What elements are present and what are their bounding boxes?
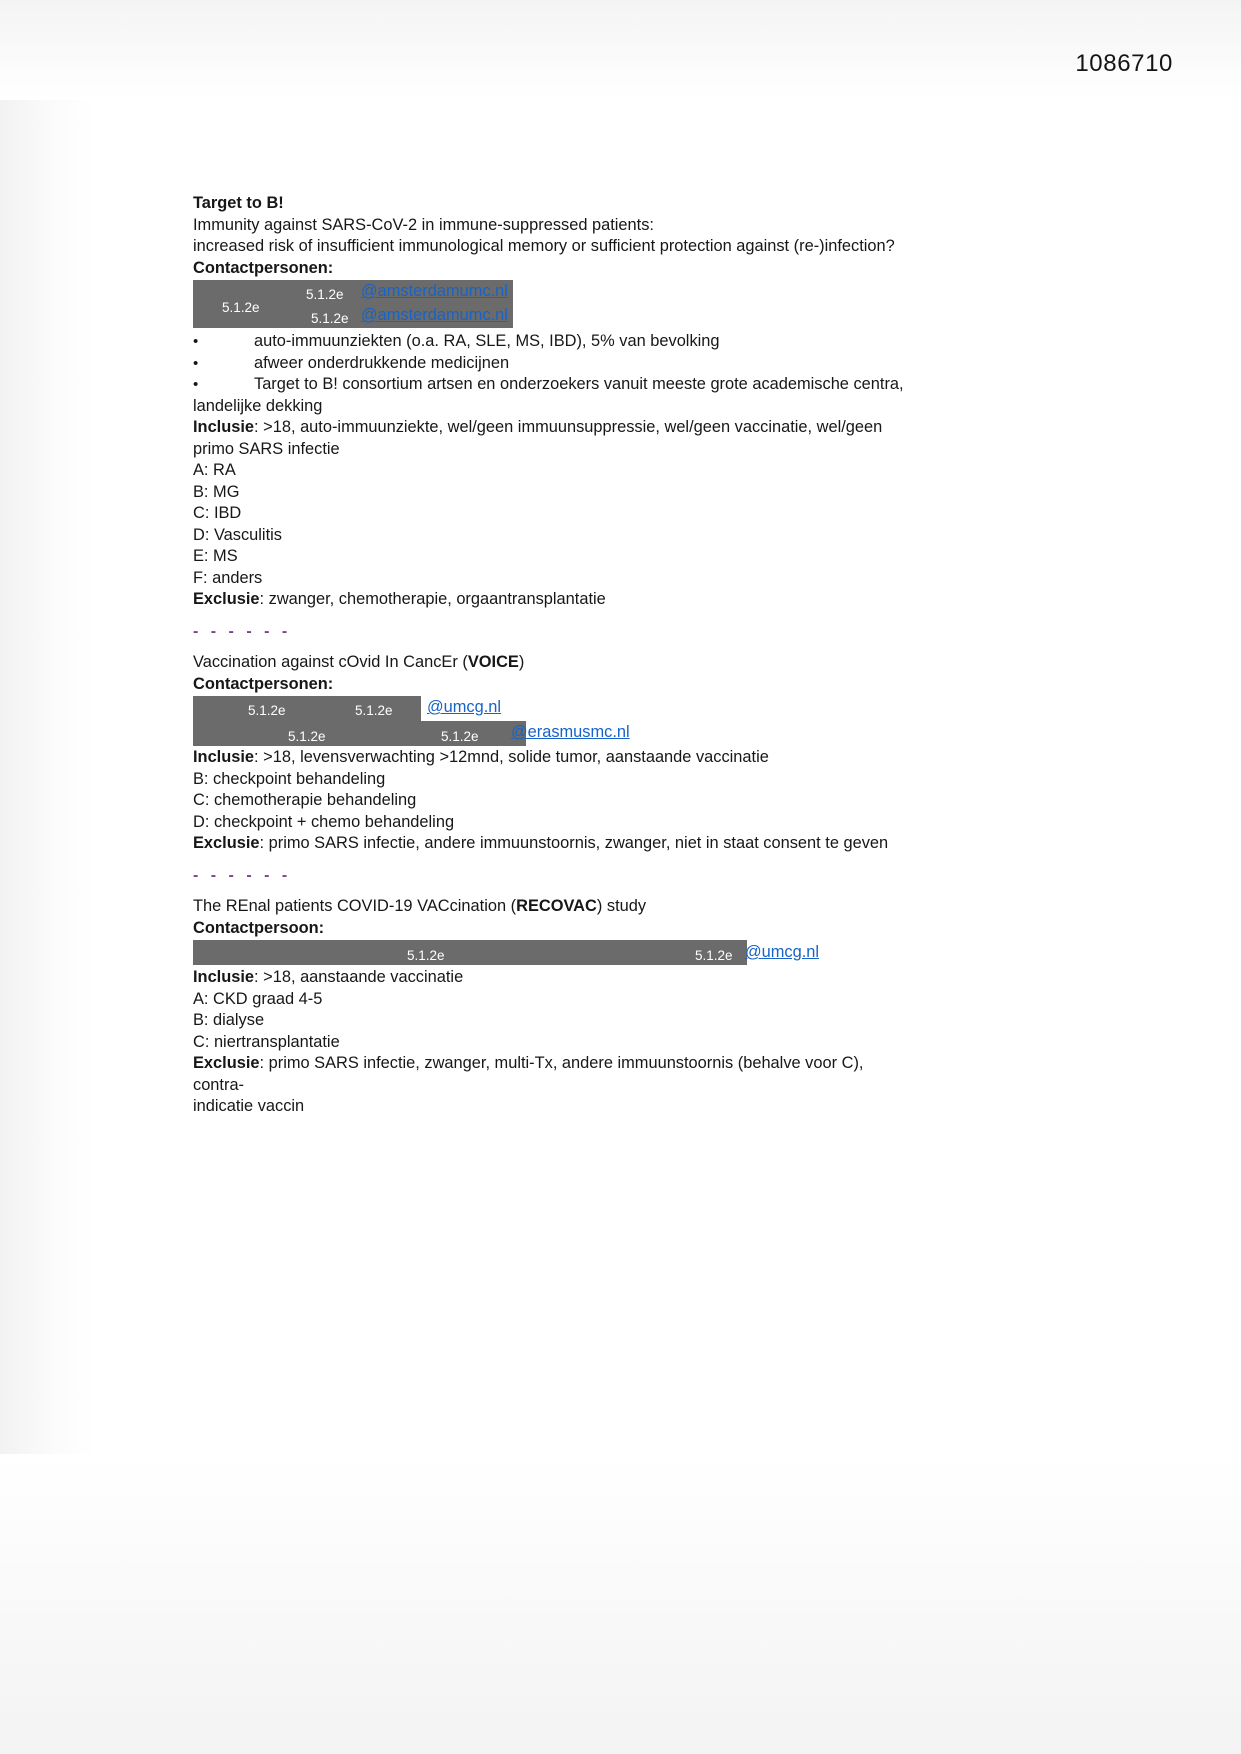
section-recovac (193, 896, 913, 1118)
exclusie-line-target-to-b (193, 589, 913, 611)
exclusie-label: Exclusie (193, 834, 260, 852)
group-item-c: C: IBD (193, 504, 242, 522)
contacts-label-target-to-b: Contactpersonen: (193, 258, 334, 277)
section-subtitle-line-2: increased risk of insufficient immunological memory or sufficient protection against (re-)infection? (193, 237, 895, 255)
redaction-cluster-recovac (193, 939, 913, 967)
section-gap (193, 611, 913, 621)
group-item-f: F: anders (193, 568, 263, 587)
inclusie-label: Inclusie (193, 968, 255, 986)
document-body (193, 193, 913, 1118)
recovac-title-prefix: The REnal patients COVID-19 VACcination ( (193, 897, 517, 915)
bullet-text: auto-immuunziekten (o.a. RA, SLE, MS, IBD), 5% van bevolking (254, 332, 720, 350)
scan-edge-shading-top (0, 0, 1241, 100)
inclusie-line-target-to-b (193, 417, 913, 439)
redaction-code-name: 5.1.2e (222, 300, 260, 315)
scan-edge-shading-bottom (0, 1454, 1241, 1754)
recovac-title-suffix: ) study (596, 897, 647, 915)
group-item-b: B: dialyse (193, 1011, 265, 1029)
bullet-item (193, 353, 913, 375)
section-title-voice (193, 652, 913, 674)
group-item-b: B: checkpoint behandeling (193, 769, 386, 788)
redaction-code-recovac-name: 5.1.2e (407, 948, 445, 963)
section-gap (193, 642, 913, 652)
section-separator-1: - - - - - - (193, 622, 292, 640)
group-item-c: C: niertransplantatie (193, 1032, 340, 1051)
group-item-d: D: checkpoint + chemo behandeling (193, 812, 455, 831)
exclusie-label: Exclusie (193, 1054, 260, 1072)
exclusie-line-voice (193, 833, 913, 855)
bullet-dot-icon: • (193, 333, 199, 350)
redaction-cluster-voice (193, 695, 913, 747)
section-gap (193, 886, 913, 896)
redaction-code-voice-email-2: 5.1.2e (441, 729, 479, 744)
redaction-code-email-1: 5.1.2e (306, 287, 344, 302)
bullet-indent-spacer (207, 331, 254, 353)
bullet-indent-spacer (207, 353, 254, 375)
redaction-code-voice-name-1: 5.1.2e (248, 703, 286, 718)
email-domain-link-2[interactable]: @amsterdamumc.nl (361, 306, 508, 324)
voice-title-suffix: ) (518, 653, 525, 671)
inclusie-line-recovac (193, 967, 913, 989)
email-domain-link-recovac[interactable]: @umcg.nl (745, 943, 820, 961)
inclusie-continuation-line: primo SARS infectie (193, 439, 340, 458)
section-target-to-b (193, 193, 913, 611)
contacts-label-voice: Contactpersonen: (193, 674, 334, 693)
redaction-code-voice-email-1: 5.1.2e (355, 703, 393, 718)
voice-title-prefix: Vaccination against cOvid In CancEr ( (193, 653, 468, 671)
inclusie-line-voice (193, 747, 913, 769)
redaction-cluster-target-to-b (193, 279, 913, 331)
bullet-item (193, 331, 913, 353)
email-domain-link-voice-2[interactable]: @erasmusmc.nl (511, 723, 630, 741)
group-item-d: D: Vasculitis (193, 525, 282, 544)
bullet-text: Target to B! consortium artsen en onderzoekers vanuit meeste grote academische centra, (254, 375, 904, 393)
email-domain-link-voice-1[interactable]: @umcg.nl (427, 698, 502, 716)
exclusie-text: : zwanger, chemotherapie, orgaantransplantatie (259, 590, 606, 608)
exclusie-text: : primo SARS infectie, andere immuunstoornis, zwanger, niet in staat consent te geven (259, 834, 889, 852)
inclusie-label: Inclusie (193, 748, 255, 766)
exclusie-text: : primo SARS infectie, zwanger, multi-Tx, andere immuunstoornis (behalve voor C), contra- (193, 1054, 869, 1094)
redaction-code-voice-name-2: 5.1.2e (288, 729, 326, 744)
bullet-dot-icon: • (193, 354, 199, 372)
group-item-a: A: RA (193, 461, 236, 479)
inclusie-label: Inclusie (193, 418, 255, 436)
bullet-item (193, 374, 913, 396)
voice-acronym: VOICE (467, 653, 519, 671)
inclusie-text: : >18, auto-immuunziekte, wel/geen immuunsuppressie, wel/geen vaccinatie, wel/geen (254, 418, 883, 436)
bullet-dot-icon: • (193, 376, 199, 393)
section-gap (193, 855, 913, 865)
section-voice (193, 652, 913, 855)
inclusie-text: : >18, aanstaande vaccinatie (254, 968, 464, 986)
redaction-code-recovac-email: 5.1.2e (695, 948, 733, 963)
document-number: 1086710 (1075, 50, 1173, 77)
exclusie-line-recovac (193, 1053, 913, 1096)
group-item-a: A: CKD graad 4-5 (193, 989, 323, 1008)
section-separator-2: - - - - - - (193, 866, 292, 884)
exclusie-label: Exclusie (193, 590, 260, 608)
exclusie-continuation-line: indicatie vaccin (193, 1097, 305, 1115)
section-subtitle-line-1: Immunity against SARS-CoV-2 in immune-suppressed patients: (193, 215, 654, 234)
group-item-b: B: MG (193, 482, 240, 501)
section-title-recovac (193, 896, 913, 918)
contacts-label-recovac: Contactpersoon: (193, 918, 325, 937)
bullet-indent-spacer (207, 374, 254, 396)
section-title-target-to-b: Target to B! (193, 194, 284, 212)
bullet-continuation-line: landelijke dekking (193, 396, 323, 415)
email-domain-link-1[interactable]: @amsterdamumc.nl (361, 282, 508, 300)
inclusie-text: : >18, levensverwachting >12mnd, solide tumor, aanstaande vaccinatie (254, 748, 769, 766)
group-item-e: E: MS (193, 547, 238, 565)
group-item-c: C: chemotherapie behandeling (193, 791, 417, 809)
bullet-text: afweer onderdrukkende medicijnen (254, 353, 510, 372)
recovac-acronym: RECOVAC (516, 897, 597, 915)
redaction-code-email-2: 5.1.2e (311, 311, 349, 326)
